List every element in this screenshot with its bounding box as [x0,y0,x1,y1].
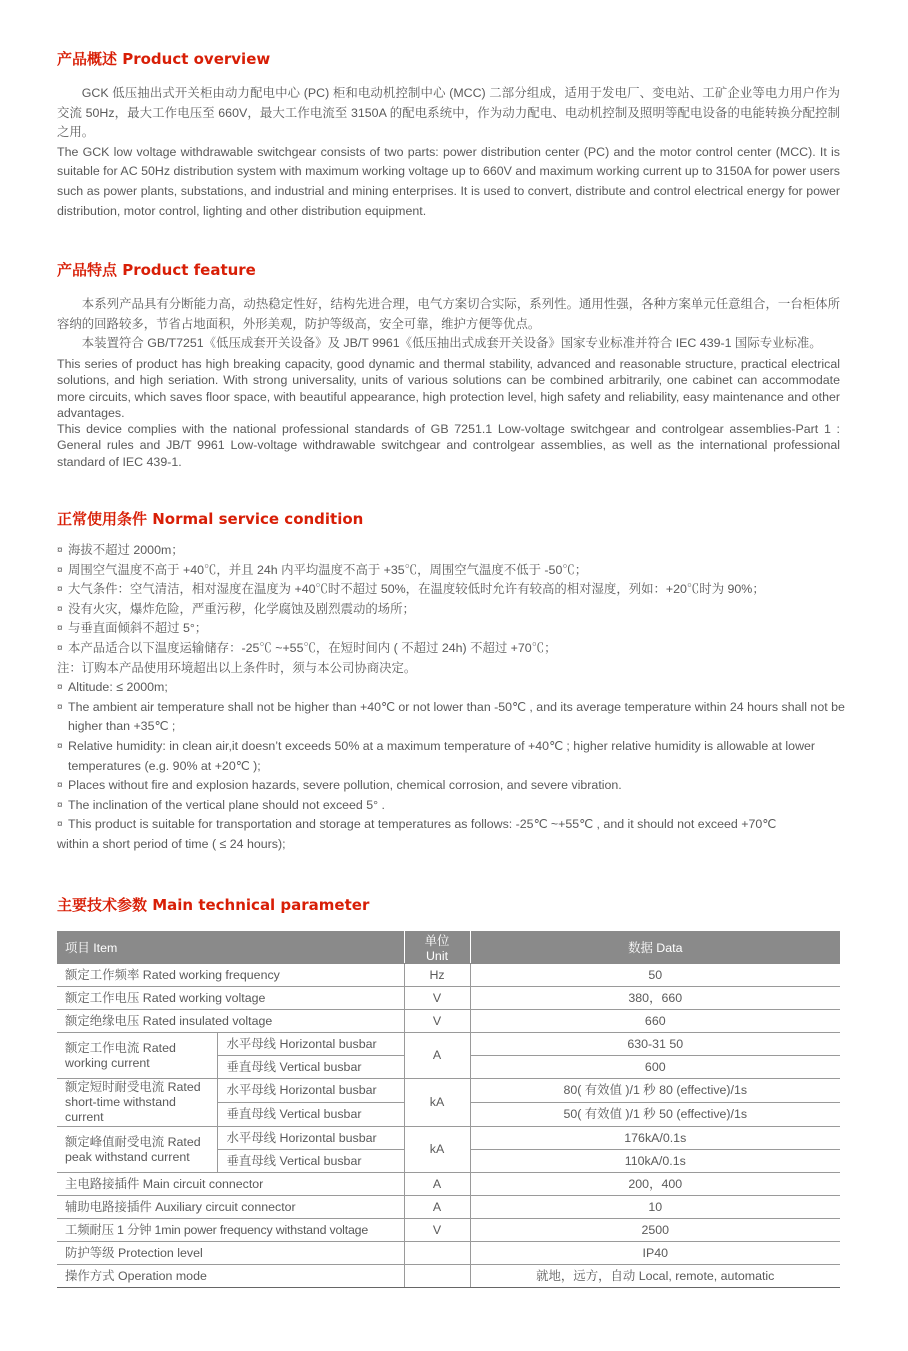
cell-subitem: 水平母线 Horizontal busbar [217,1033,404,1056]
bullet-icon: ¤ [57,740,63,752]
cell-data: 380，660 [470,987,840,1010]
header-unit: 单位 Unit [404,931,470,964]
cell-subitem: 水平母线 Horizontal busbar [217,1127,404,1150]
table-row [57,987,840,1010]
bullet-icon: ¤ [57,564,63,576]
cell-subitem: 水平母线 Horizontal busbar [217,1079,404,1103]
cell-data: 600 [470,1056,840,1079]
table-row [57,1127,840,1150]
params-title: 主要技术参数 Main technical parameter [57,896,370,914]
list-item: ¤ 大气条件：空气清洁，相对湿度在温度为 +40℃时不超过 50%，在温度较低时允许有较高的相对湿度，列如：+20℃时为 90%； [57,580,847,600]
bullet-icon: ¤ [57,682,63,694]
parameter-table [57,931,840,1288]
feature-cn-paragraph-1: 本系列产品具有分断能力高，动热稳定性好，结构先进合理，电气方案切合实际，系列性。通用性强，各种方案单元任意组合，一台柜体所容纳的回路较多，节省占地面积，外形美观，防护等级高，安全可靠，维护方便等优点。 [57,297,840,331]
cell-item: 额定工作电压 Rated working voltage [57,987,404,1010]
overview-section [57,84,840,221]
table-row [57,1173,840,1196]
cell-item: 主电路接插件 Main circuit connector [57,1173,404,1196]
cell-subitem: 垂直母线 Vertical busbar [217,1103,404,1127]
cell-data: 2500 [470,1219,840,1242]
cell-unit: A [404,1173,470,1196]
feature-cn-paragraph-2: 本装置符合 GB/T7251《低压成套开关设备》及 JB/T 9961《低压抽出式成套开关设备》国家专业标准并符合 IEC 439-1 国际专业标准。 [81,336,822,351]
bullet-icon: ¤ [57,701,63,713]
cell-item: 额定工作电流 Rated working current [57,1033,217,1079]
service-note: 注：订购本产品使用环境超出以上条件时，须与本公司协商决定。 [57,660,417,675]
cell-unit [404,1265,470,1288]
feature-en-paragraph-1: This series of product has high breaking capacity, good dynamic and thermal stability, advanced and reasonable structure, practical electrical solutions, and high seriation. With strong universality, units of various solutions can be combined arbitrarily, one cabinet can accommodate more circuits, which saves floor space, with beautiful appearance, high protection level, high safety and reliability, easy maintenance and other advantages. [57,357,840,420]
cell-unit: V [404,987,470,1010]
list-item: ¤ Relative humidity: in clean air,it doesn’t exceeds 50% at a maximum temperature of +40℃ ; higher relative humidity is allowable at lower temperatures (e.g. 90% at +20℃ ); [57,738,816,773]
table-row [57,1079,840,1103]
cell-data: 630-31 50 [470,1033,840,1056]
cell-unit: V [404,1010,470,1033]
cell-data: 50( 有效值 )/1 秒 50 (effective)/1s [470,1103,840,1127]
table-row [57,1265,840,1288]
cell-unit: A [404,1033,470,1079]
bullet-icon: ¤ [57,642,63,654]
bullet-icon: ¤ [57,603,63,615]
cell-unit: kA [404,1127,470,1173]
bullet-icon: ¤ [57,780,63,792]
cell-unit: kA [404,1079,470,1127]
list-item: ¤ 没有火灾，爆炸危险，严重污秽，化学腐蚀及剧烈震动的场所； [57,600,847,620]
header-item: 项目 Item [57,931,404,964]
header-data: 数据 Data [470,931,840,964]
cell-data: 176kA/0.1s [470,1127,840,1150]
cell-data: 就地，远方，自动 Local, remote, automatic [470,1265,840,1288]
cell-item: 操作方式 Operation mode [57,1265,404,1288]
table-row [57,1033,840,1056]
cell-item: 额定工作频率 Rated working frequency [57,964,404,987]
bullet-icon: ¤ [57,545,63,556]
list-item: ¤ Altitude: ≤ 2000m; [57,678,847,698]
feature-en-paragraph-2: This device complies with the national professional standards of GB 7251.1 Low-voltage switchgear and controlgear assemblies-Part 1 : General rules and JB/T 9961 Low-voltage withdrawable switchgear and controlgear assemblies, as well as the international professional standard of IEC 439-1. [57,422,840,469]
bullet-icon: ¤ [57,799,63,811]
cell-data: 660 [470,1010,840,1033]
overview-cn-paragraph: GCK 低压抽出式开关柜由动力配电中心 (PC) 柜和电动机控制中心 (MCC) 二部分组成，适用于发电厂、变电站、工矿企业等电力用户作为交流 50Hz，最大工作电压至 660V，最大工作电流至 3150A 的配电系统中，作为动力配电、电动机控制及照明等配电设备的电能转换分配控制之用。 [57,86,840,140]
cell-unit: A [404,1196,470,1219]
cell-data: 80( 有效值 )/1 秒 80 (effective)/1s [470,1079,840,1103]
table-header-row [57,931,840,964]
cell-data: 200，400 [470,1173,840,1196]
list-item: ¤ The inclination of the vertical plane should not exceed 5° . [57,796,847,816]
list-item: ¤ 本产品适合以下温度运输储存：-25℃ ~+55℃，在短时间内 ( 不超过 24h) 不超过 +70℃； [57,639,847,659]
cell-data: IP40 [470,1242,840,1265]
feature-title: 产品特点 Product feature [57,261,256,279]
cell-unit [404,1242,470,1265]
list-item: ¤ Places without fire and explosion hazards, severe pollution, chemical corrosion, and severe vibration. [57,776,847,796]
cell-data: 110kA/0.1s [470,1150,840,1173]
list-item: ¤ 海拔不超过 2000m； [57,541,847,561]
table-row [57,964,840,987]
overview-title: 产品概述 Product overview [57,50,271,68]
list-item-continuation: within a short period of time ( ≤ 24 hours); [57,836,286,851]
table-row [57,1196,840,1219]
cell-item: 额定峰值耐受电流 Rated peak withstand current [57,1127,217,1173]
service-title: 正常使用条件 Normal service condition [57,510,364,528]
list-item: ¤ The ambient air temperature shall not be higher than +40℃ or not lower than -50℃ , and its average temperature within 24 hours shall not be higher than +35℃ ; [57,699,845,734]
overview-en-paragraph: The GCK low voltage withdrawable switchgear consists of two parts: power distribution center (PC) and the motor control center (MCC). It is suitable for AC 50Hz distribution system with maximum working voltage up to 660V and maximum working current up to 3150A for power users such as power plants, substations, and industrial and mining enterprises. It is used to convert, distribute and control electrical energy for power distribution, motor control, lighting and other distribution equipment. [57,144,840,218]
cell-item: 辅助电路接插件 Auxiliary circuit connector [57,1196,404,1219]
table-row [57,1242,840,1265]
table-row [57,1010,840,1033]
cell-item: 额定绝缘电压 Rated insulated voltage [57,1010,404,1033]
cell-item: 额定短时耐受电流 Rated short-time withstand current [57,1079,217,1127]
cell-unit: V [404,1219,470,1242]
list-item: ¤ 与垂直面倾斜不超过 5°； [57,619,847,639]
bullet-icon: ¤ [57,584,63,596]
cell-data: 50 [470,964,840,987]
service-condition-list [57,541,847,855]
cell-item: 防护等级 Protection level [57,1242,404,1265]
table-row [57,1219,840,1242]
bullet-icon: ¤ [57,819,63,831]
feature-section [57,295,840,354]
cell-unit: Hz [404,964,470,987]
list-item: ¤ 周围空气温度不高于 +40℃，并且 24h 内平均温度不高于 +35℃，周围空气温度不低于 -50℃； [57,561,847,581]
feature-en-section [57,356,840,470]
bullet-icon: ¤ [57,623,63,635]
cell-subitem: 垂直母线 Vertical busbar [217,1056,404,1079]
cell-subitem: 垂直母线 Vertical busbar [217,1150,404,1173]
cell-item: 工频耐压 1 分钟 1min power frequency withstand voltage [57,1219,404,1242]
cell-data: 10 [470,1196,840,1219]
list-item: ¤ This product is suitable for transportation and storage at temperatures as follows: -25℃ ~+55℃ , and it should not exceed +70℃ [57,815,847,835]
